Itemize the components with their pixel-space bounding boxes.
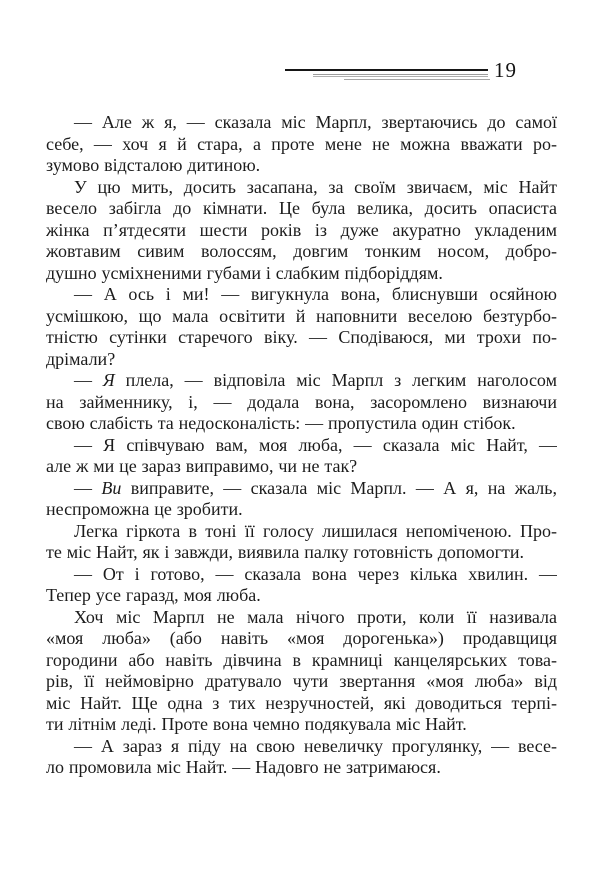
text-line: але ж ми це зараз виправимо, чи не так? (46, 456, 358, 476)
text-line: — Але ж я, — сказала міс Марпл, звертаючись до самої (74, 112, 557, 132)
text-line: ло промовила міс Найт. — Надовго не затримаюся. (46, 757, 441, 777)
text-line: — Я плела, — відповіла міс Марпл з легким наголосом (74, 370, 557, 390)
text-line: Тепер усе гаразд, моя люба. (46, 585, 261, 605)
text-line: дрімали? (46, 348, 116, 369)
text-line: свою слабість та недосконалість: — пропустила один стібок. (46, 413, 516, 433)
header-rule (285, 69, 488, 71)
body-text (46, 112, 557, 779)
text-line: усмішкою, що мала освітити й наповнити веселою безтурбо- (46, 305, 557, 326)
text-line: — Ви виправите, — сказала міс Марпл. — А я, на жаль, (74, 477, 557, 498)
text-line: городини або навіть дівчина в крамниці канцелярських това- (46, 649, 557, 670)
text-line: Легка гіркота в тоні її голосу лишилася непоміченою. Про- (74, 520, 557, 541)
text-line: міс Найт. Ще одна з тих незручностей, які доводиться терпі- (46, 692, 557, 713)
text-line: те міс Найт, як і завжди, виявила палку готовність допомогти. (46, 542, 524, 562)
text-line: тністю сутінки старечого віку. — Сподіваюся, ми трохи по- (46, 327, 557, 347)
text-line: — От і готово, — сказала вона через кілька хвилин. — (74, 563, 557, 584)
text-line: ти літнім леді. Проте вона чемно подякувала міс Найт. (46, 714, 467, 734)
text-line: — Я співчуваю вам, моя люба, — сказала міс Найт, — (74, 434, 557, 455)
text-line: неспроможна це зробити. (46, 499, 243, 519)
page-number: 19 (494, 58, 517, 82)
text-line: жовтавим сивим волоссям, довгим тонким носом, добро- (46, 241, 557, 261)
text-line: весело забігла до кімнати. Це була велика, досить опасиста (46, 198, 557, 218)
text-line: зумово відсталою дитиною. (46, 155, 261, 175)
text-line: жінка п’ятдесяти шести років із дуже акуратно укладеним (46, 219, 557, 240)
text-line: на займеннику, і, — додала вона, засоромлено визнаючи (46, 391, 557, 412)
text-line: «моя люба» (або навіть «моя дорогенька») продавщиця (46, 628, 557, 648)
header-rule (313, 76, 488, 77)
text-line: рів, її неймовірно дратувало чути звертання «моя люба» від (46, 671, 557, 691)
text-line: У цю мить, досить засапана, за своїм звичаєм, міс Найт (74, 176, 557, 197)
text-line: душно усміхненими губами і слабким підборіддям. (46, 262, 443, 283)
text-line: — А зараз я піду на свою невеличку прогулянку, — весе- (74, 735, 557, 756)
text-line: себе, — хоч я й стара, а проте мене не можна вважати ро- (46, 133, 557, 154)
text-line: Хоч міс Марпл не мала нічого проти, коли її називала (74, 606, 557, 627)
header-rule (344, 79, 490, 80)
header-rule (313, 74, 488, 75)
text-line: — А ось і ми! — вигукнула вона, блиснувши осяйною (74, 284, 557, 304)
